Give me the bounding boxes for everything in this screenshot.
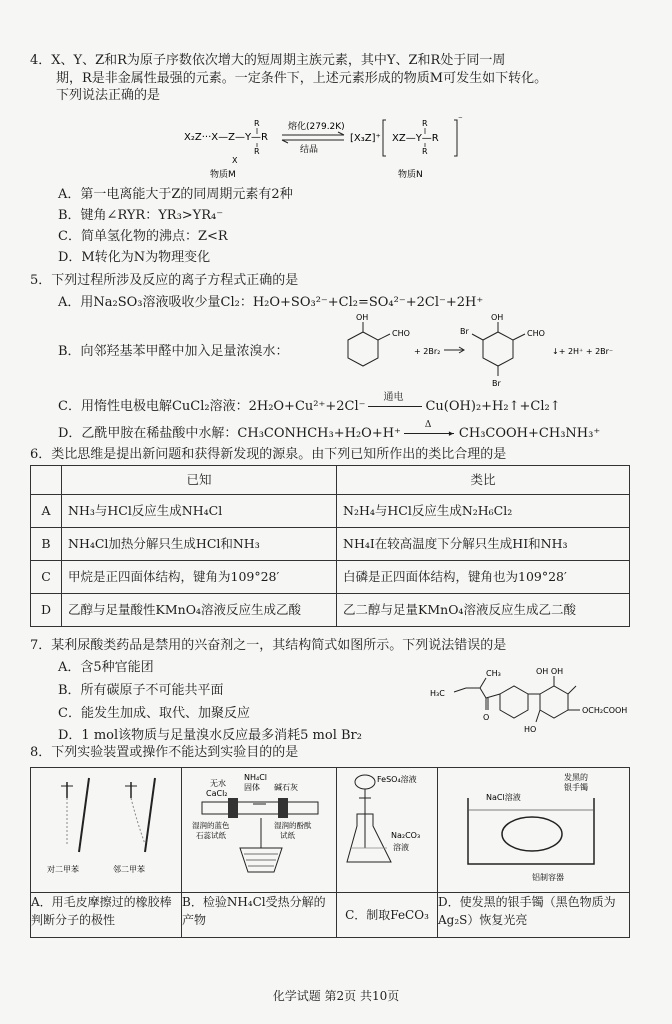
known-cell: 乙醇与足量酸性KMnO₄溶液反应生成乙酸 — [62, 594, 337, 627]
table-row — [31, 594, 630, 627]
q4-option-d: D．M转化为N为物理变化 — [58, 250, 211, 265]
panel-d-l4: 铝制容器 — [532, 873, 564, 882]
panel-b-caption: B．检验NH₄Cl受热分解的产物 — [182, 893, 337, 938]
q4-r-bottom: R — [254, 147, 260, 156]
panel-a-left-label: 对二甲苯 — [47, 865, 79, 874]
question-4 — [30, 52, 650, 105]
q4-formula-m: X₂Z···X—Z—Y—R — [184, 132, 269, 143]
panel-d-figure — [438, 768, 630, 893]
q5-br-left: Br — [460, 327, 469, 336]
panel-d-l2: 银手镯 — [564, 783, 588, 792]
q4-stem-line2: 期，R是非金属性最强的元素。一定条件下，上述元素形成的物质M可发生如下转化。 — [56, 70, 548, 86]
analogy-cell: 乙二醇与足量KMnO₄溶液反应生成乙二酸 — [337, 594, 630, 627]
table-header-blank — [31, 466, 62, 495]
q7-o: O — [483, 713, 490, 722]
table-row — [31, 561, 630, 594]
q7-option-c: C．能发生加成、取代、加聚反应 — [58, 706, 250, 721]
analogy-cell: 白磷是正四面体结构，键角也为109°28′ — [337, 561, 630, 594]
q4-arrow-top: 熔化(279.2K) — [288, 122, 345, 132]
q4-anion: XZ—Y—R — [392, 133, 439, 144]
q5-br-bottom: Br — [492, 379, 501, 388]
q5-option-a: A．用Na₂SO₃溶液吸收少量Cl₂：H₂O+SO₃²⁻+Cl₂=SO₄²⁻+2Cl⁻+2H⁺ — [58, 295, 484, 310]
q4-option-a: A．第一电离能大于Z的同周期元素有2种 — [58, 187, 293, 202]
row-label: B — [31, 528, 62, 561]
q5-option-d-tail: CH₃COOH+CH₃NH₃⁺ — [458, 426, 601, 441]
panel-b-l9: 试纸 — [280, 831, 295, 840]
q4-label-n: 物质N — [398, 170, 423, 180]
panel-c-l2: Na₂CO₃ — [391, 831, 421, 840]
q7-h3c: H₃C — [430, 689, 445, 698]
q5-electrolysis-label: 通电 — [383, 391, 404, 403]
q5-electrolysis-arrow — [365, 391, 425, 414]
panel-c-l3: 溶液 — [393, 843, 409, 852]
q7-ch3: CH₃ — [486, 669, 501, 678]
q4-cation: [X₃Z]⁺ — [350, 133, 381, 144]
q5-products: ↓+ 2H⁺ + 2Br⁻ — [552, 347, 614, 356]
panel-b-l2: CaCl₂ — [206, 789, 228, 798]
panel-b-figure — [182, 768, 337, 893]
q5-heat-label: Δ — [424, 419, 432, 430]
q4-option-b: B．键角∠RYR：YR₃>YR₄⁻ — [58, 208, 224, 223]
panel-d-l3: NaCl溶液 — [486, 793, 521, 802]
known-cell: NH₃与HCl反应生成NH₄Cl — [62, 495, 337, 528]
q6-analogy-table — [30, 465, 630, 627]
q5-oh-reactant: OH — [356, 313, 369, 322]
q4-label-m: 物质M — [210, 170, 236, 180]
apparatus-figure-row — [31, 768, 630, 893]
q7-stem: 7．某利尿酸类药品是禁用的兴奋剂之一，其结构简式如图所示。下列说法错误的是 — [30, 638, 507, 653]
q5-cho-reactant: CHO — [392, 329, 410, 338]
q7-sub: OCH₂COOH — [582, 706, 628, 715]
analogy-cell: N₂H₄与HCl反应生成N₂H₆Cl₂ — [337, 495, 630, 528]
row-label: D — [31, 594, 62, 627]
panel-b-drawing — [182, 768, 336, 888]
q7-structure-diagram — [424, 664, 650, 754]
panel-c-figure — [337, 768, 438, 893]
q5-option-c-tail: Cu(OH)₂+H₂↑+Cl₂↑ — [425, 399, 561, 414]
table-header-row — [31, 466, 630, 495]
row-label: A — [31, 495, 62, 528]
q4-stem-line3: 下列说法正确的是 — [56, 88, 161, 104]
q4-r-top-n: R — [422, 119, 428, 128]
panel-b-l4: 固体 — [244, 783, 260, 792]
row-label: C — [31, 561, 62, 594]
panel-a-drawing — [31, 768, 181, 888]
q5-option-c — [58, 391, 561, 416]
known-cell: NH₄Cl加热分解只生成HCl和NH₃ — [62, 528, 337, 561]
panel-b-l5: 碱石灰 — [274, 783, 298, 792]
q4-arrow-bottom: 结晶 — [300, 145, 319, 155]
q5-heat-arrow: Δ ▸ — [401, 427, 459, 441]
table-row — [31, 528, 630, 561]
analogy-cell: NH₄I在较高温度下分解只生成HI和NH₃ — [337, 528, 630, 561]
q7-option-d: D．1 mol该物质与足量溴水反应最多消耗5 mol Br₂ — [58, 728, 362, 743]
table-row — [31, 495, 630, 528]
q4-option-c: C．简单氢化物的沸点：Z<R — [58, 229, 228, 244]
q5-option-d — [58, 419, 601, 443]
q4-stem-line1: 4．X、Y、Z和R为原子序数依次增大的短周期主族元素，其中Y、Z和R处于同一周 — [30, 53, 506, 68]
panel-c-caption: C．制取FeCO₃ — [337, 893, 438, 938]
panel-c-drawing — [337, 768, 437, 888]
q5-cho-product: CHO — [527, 329, 545, 338]
table-header-known: 已知 — [62, 466, 337, 495]
panel-a-right-label: 邻二甲苯 — [113, 865, 145, 874]
q8-apparatus-table — [30, 767, 630, 938]
q5-plus-br2: + 2Br₂ — [414, 347, 441, 356]
panel-a-figure — [31, 768, 182, 893]
q4-r-bottom-n: R — [422, 147, 428, 156]
q4-anion-charge: ⁻ — [458, 115, 463, 125]
q4-reaction-scheme — [170, 114, 510, 184]
panel-b-l7: 石蕊试纸 — [196, 831, 226, 840]
q7-option-a: A．含5种官能团 — [58, 660, 154, 675]
panel-d-l1: 发黑的 — [564, 773, 588, 782]
panel-d-caption: D．使发黑的银手镯（黑色物质为Ag₂S）恢复光亮 — [438, 893, 630, 938]
q8-stem: 8．下列实验装置或操作不能达到实验目的的是 — [30, 745, 299, 760]
q6-stem: 6．类比思维是提出新问题和获得新发现的源泉。由下列已知所作出的类比合理的是 — [30, 447, 507, 462]
apparatus-caption-row — [31, 893, 630, 938]
page-footer: 化学试题 第2页 共10页 — [272, 989, 400, 1003]
panel-b-l1: 无水 — [210, 779, 226, 788]
panel-a-caption: A．用毛皮摩擦过的橡胶棒判断分子的极性 — [31, 893, 182, 938]
q5-option-b: B．向邻羟基苯甲醛中加入足量浓溴水： — [58, 344, 289, 359]
q5-option-c-text: C．用惰性电极电解CuCl₂溶液：2H₂O+Cu²⁺+2Cl⁻ — [58, 399, 366, 414]
panel-b-l6: 湿润的蓝色 — [192, 821, 230, 830]
panel-c-l1: FeSO₄溶液 — [377, 775, 417, 784]
known-cell: 甲烷是正四面体结构，键角为109°28′ — [62, 561, 337, 594]
panel-b-l3: NH₄Cl — [244, 773, 268, 782]
q5-option-d-text: D．乙酰甲胺在稀盐酸中水解：CH₃CONHCH₃+H₂O+H⁺ — [58, 426, 401, 441]
panel-d-drawing — [438, 768, 628, 888]
panel-b-l8: 湿润的酚酞 — [274, 821, 312, 830]
q4-r-top: R — [254, 119, 260, 128]
q7-option-b: B．所有碳原子不可能共平面 — [58, 683, 224, 698]
table-header-analogy: 类比 — [337, 466, 630, 495]
q5-bromination-scheme — [318, 310, 628, 392]
q5-stem: 5．下列过程所涉及反应的离子方程式正确的是 — [30, 273, 299, 288]
q5-oh-product: OH — [491, 313, 504, 322]
q7-oh-oh: OH OH — [536, 667, 564, 676]
q4-x-bottom: X — [232, 156, 238, 165]
q7-ho: HO — [524, 725, 537, 734]
